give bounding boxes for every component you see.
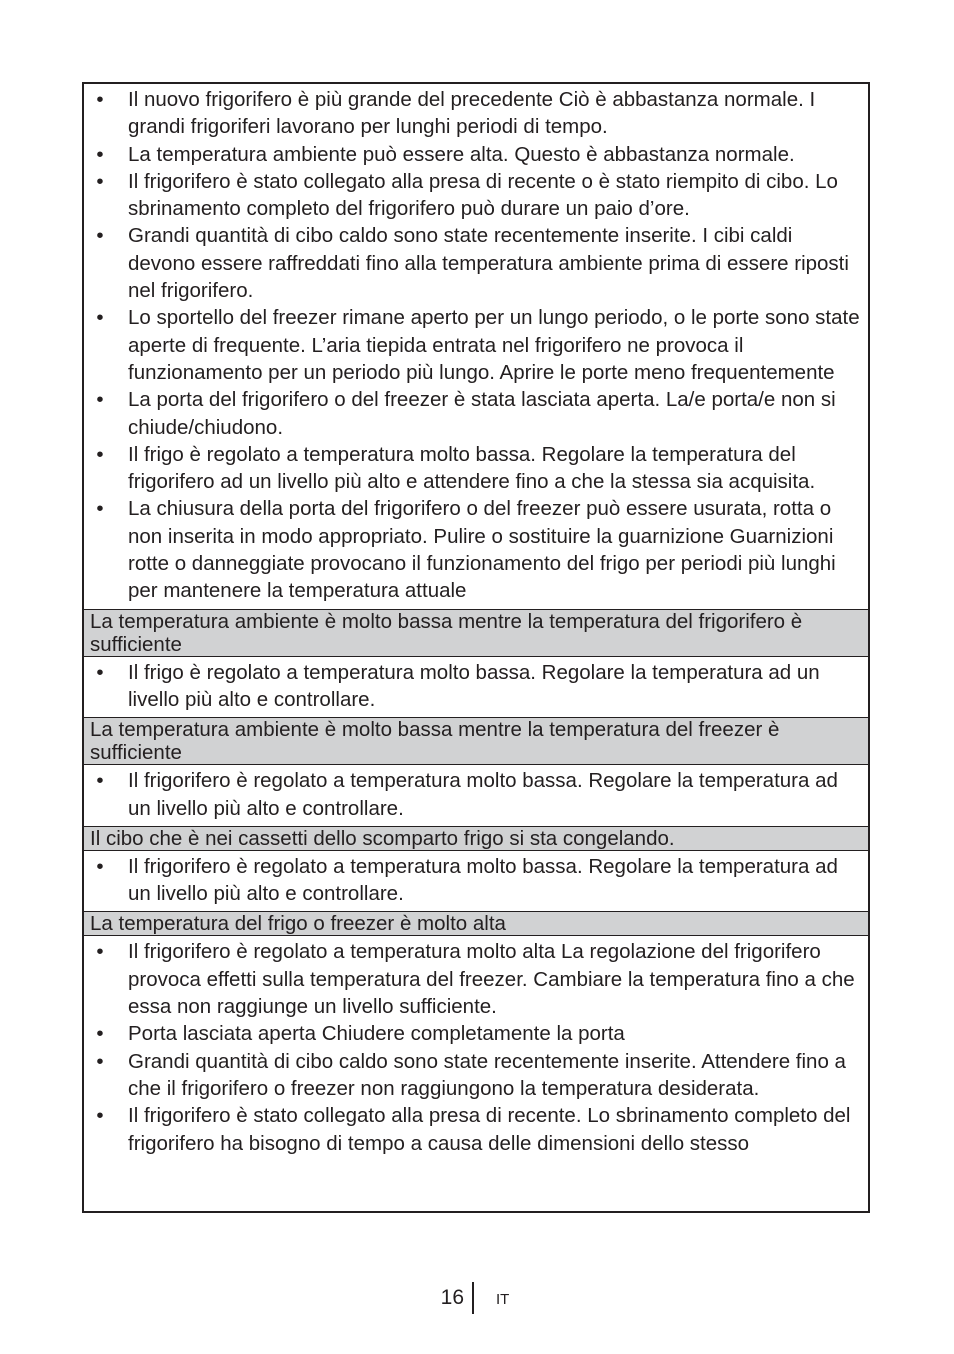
bullet-marker: • [96,940,104,964]
language-code: IT [496,1291,510,1308]
list-item [84,386,868,441]
list-item-text: La temperatura ambiente può essere alta. Questo è abbastanza normale. [128,142,795,166]
bullet-marker: • [96,1104,104,1128]
bullet-marker: • [96,388,104,412]
section-header: La temperatura ambiente è molto bassa mentre la temperatura del freezer è sufficiente [84,717,868,764]
list-row [84,764,868,826]
list-item [84,1102,868,1157]
bullet-list [84,657,868,718]
list-item [84,141,868,168]
bullet-marker: • [96,442,104,466]
list-item [84,853,868,908]
section-header: La temperatura del frigo o freezer è molto alta [84,911,868,935]
list-item-text: Il frigo è regolato a temperatura molto bassa. Regolare la temperatura ad un livello più alto e controllare. [128,660,820,711]
list-row [84,935,868,1211]
list-item-text: La chiusura della porta del frigorifero o del freezer può essere usurata, rotta o non inserita in modo appropriato. Pulire o sostituire la guarnizione Guarnizioni rotte o danneggiate provocano il funzionamento del frigo per periodi più lunghi per mantenere la temperatura attuale [128,497,836,603]
list-item-text: Il frigo è regolato a temperatura molto bassa. Regolare la temperatura del frigorifero ad un livello più alto e attendere fino a che la stessa sia acquisita. [128,442,816,494]
list-item [84,938,868,1020]
list-item [84,1020,868,1047]
list-item [84,495,868,604]
list-row [84,656,868,718]
list-item [84,168,868,223]
list-item-text: Lo sportello del freezer rimane aperto per un lungo periodo, o le porte sono state aperte di frequente. L’aria tiepida entrata nel frigorifero ne provoca il funzionamento per un periodo più lungo. Aprire le porte meno frequentemente [128,306,860,384]
bullet-marker: • [96,1049,104,1073]
bullet-marker: • [96,1022,104,1046]
section-header: Il cibo che è nei cassetti dello scomparto frigo si sta congelando. [84,826,868,850]
list-item-text: Porta lasciata aperta Chiudere completamente la porta [128,1022,625,1046]
bullet-marker: • [96,497,104,521]
bullet-list [84,84,868,609]
list-item-text: Il frigorifero è regolato a temperatura molto bassa. Regolare la temperatura ad un livello più alto e controllare. [128,769,838,820]
list-row-general-causes [84,84,868,609]
list-item [84,441,868,496]
bullet-marker: • [96,88,104,111]
section-header: La temperatura ambiente è molto bassa mentre la temperatura del frigorifero è sufficiente [84,609,868,656]
footer-divider [472,1282,474,1314]
list-item-text: Il nuovo frigorifero è più grande del precedente Ciò è abbastanza normale. I grandi frigoriferi lavorano per lunghi periodi di tempo. [128,88,816,139]
troubleshooting-table [82,82,870,1213]
bullet-marker: • [96,142,104,166]
list-item [84,659,868,714]
list-item-text: Il frigorifero è regolato a temperatura molto bassa. Regolare la temperatura ad un livello più alto e controllare. [128,854,838,906]
list-item-text: Il frigorifero è stato collegato alla presa di recente o è stato riempito di cibo. Lo sbrinamento completo del frigorifero può durare un paio d’ore. [128,169,838,221]
page-number: 16 [440,1286,464,1309]
list-item-text: La porta del frigorifero o del freezer è stata lasciata aperta. La/e porta/e non si chiude/chiudono. [128,388,836,439]
list-item [84,222,868,304]
bullet-marker: • [96,769,104,793]
bullet-marker: • [96,854,104,878]
list-item [84,86,868,141]
list-item-text: Il frigorifero è stato collegato alla presa di recente. Lo sbrinamento completo del frigorifero ha bisogno di tempo a causa delle dimensioni dello stesso [128,1104,851,1155]
page-footer [0,1282,954,1316]
list-row [84,850,868,912]
bullet-marker: • [96,169,104,193]
list-item [84,1048,868,1103]
bullet-marker: • [96,306,104,330]
list-item-text: Il frigorifero è regolato a temperatura molto alta La regolazione del frigorifero provoca effetti sulla temperatura del freezer. Cambiare la temperatura fino a che essa non raggiunge un livello sufficiente. [128,940,855,1019]
list-item [84,304,868,386]
bullet-marker: • [96,660,104,684]
list-item-text: Grandi quantità di cibo caldo sono state recentemente inserite. I cibi caldi devono essere raffreddati fino alla temperatura ambiente prima di essere riposti nel frigorifero. [128,224,849,303]
bullet-list [84,936,868,1160]
list-item-text: Grandi quantità di cibo caldo sono state recentemente inserite. Attendere fino a che il frigorifero o freezer non raggiungono la temperatura desiderata. [128,1049,846,1100]
list-item [84,767,868,822]
bullet-list [84,765,868,826]
bullet-list [84,851,868,912]
bullet-marker: • [96,224,104,248]
